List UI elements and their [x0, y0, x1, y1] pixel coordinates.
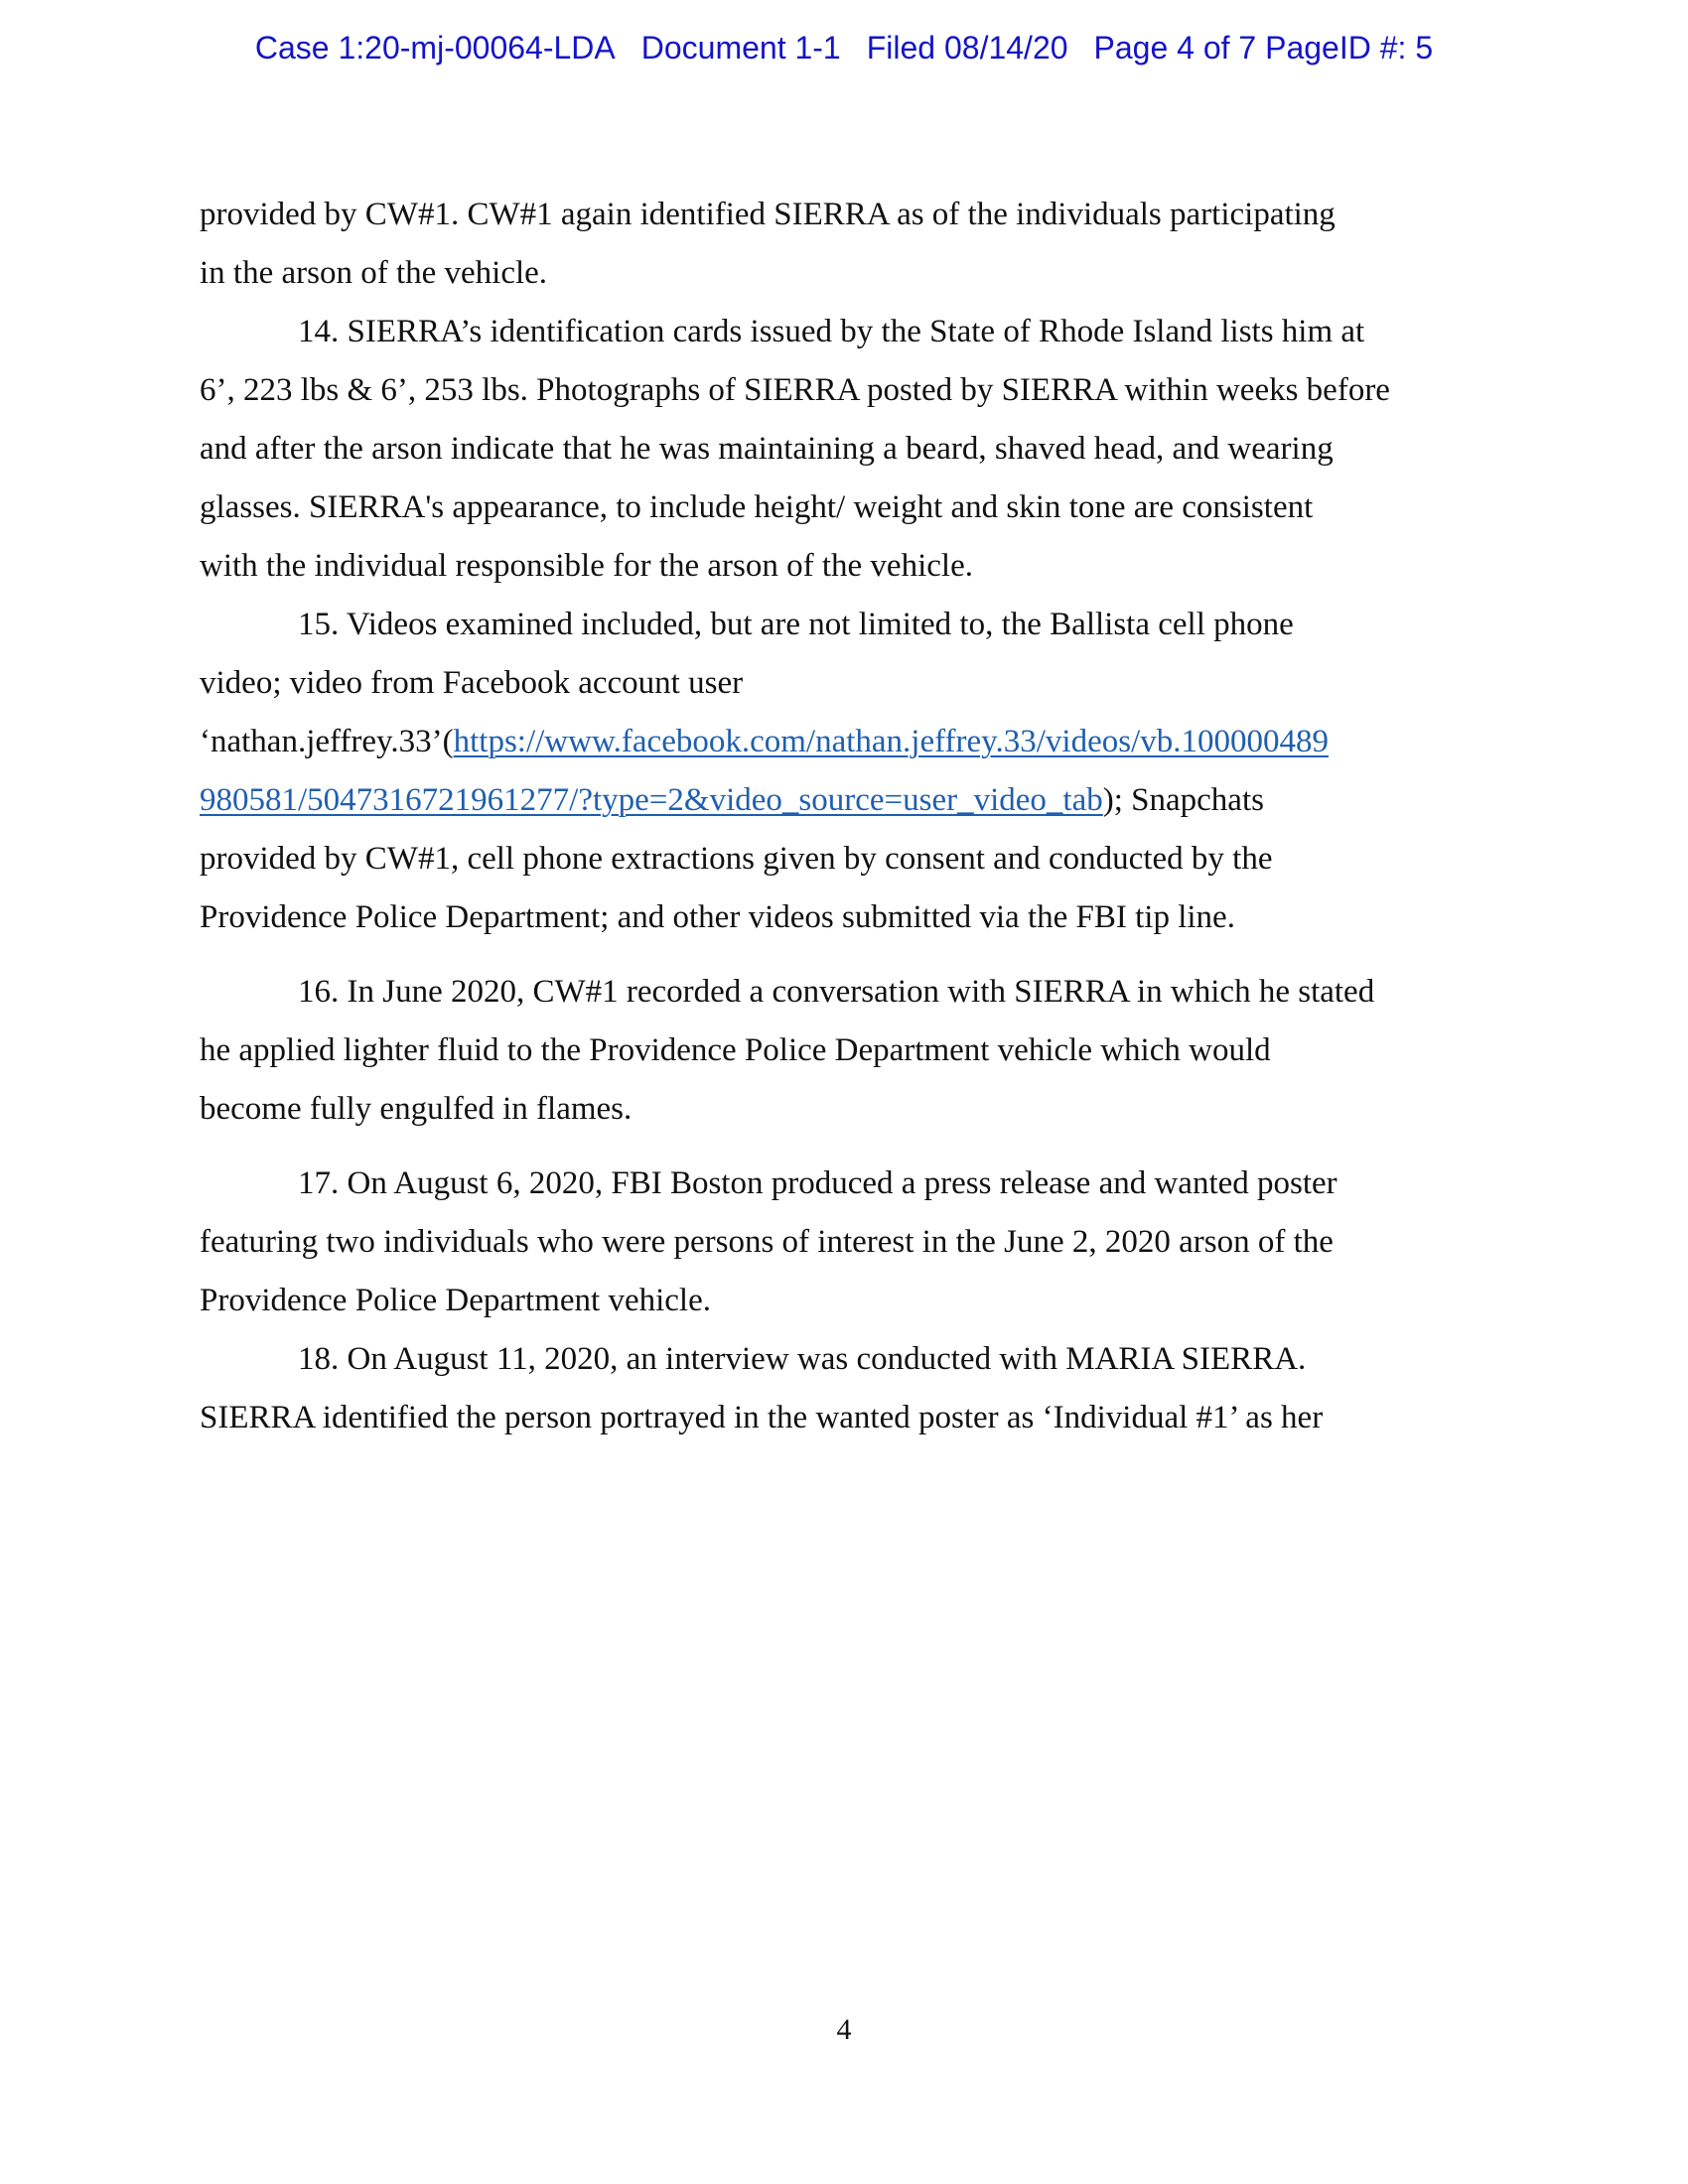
court-filing-header [0, 30, 1688, 67]
paragraph-17-line: Providence Police Department vehicle. [200, 1283, 711, 1318]
paragraph-17-line: featuring two individuals who were persons of interest in the June 2, 2020 arson of the [200, 1224, 1334, 1260]
page-info: Page 4 of 7 PageID #: 5 [1093, 30, 1434, 66]
paragraph-17-line: 17. On August 6, 2020, FBI Boston produced a press release and wanted poster [298, 1165, 1337, 1201]
body-text-fragment: ); Snapchats [1102, 782, 1264, 818]
paragraph-14-line: glasses. SIERRA's appearance, to include height/ weight and skin tone are consistent [200, 489, 1314, 525]
paragraph-16-line: become fully engulfed in flames. [200, 1091, 633, 1127]
case-number: Case 1:20-mj-00064-LDA [254, 30, 616, 66]
paragraph-15-line: provided by CW#1, cell phone extractions given by consent and conducted by the [200, 841, 1273, 877]
paragraph-14-line: 14. SIERRA’s identification cards issued by the State of Rhode Island lists him at [298, 314, 1365, 349]
paragraph-14-line: with the individual responsible for the arson of the vehicle. [200, 548, 973, 584]
paragraph-18-line: SIERRA identified the person portrayed in the wanted poster as ‘Individual #1’ as her [200, 1400, 1324, 1435]
paragraph-15-line [200, 722, 1329, 761]
paragraph-15-line [200, 780, 1264, 820]
document-number: Document 1-1 [640, 30, 841, 66]
paragraph-15-line: video; video from Facebook account user [200, 665, 744, 701]
paragraph-18-line: 18. On August 11, 2020, an interview was conducted with MARIA SIERRA. [298, 1341, 1307, 1377]
facebook-username: ‘nathan.jeffrey.33’( [200, 724, 454, 759]
filed-date: Filed 08/14/20 [866, 30, 1068, 66]
paragraph-15-line: Providence Police Department; and other videos submitted via the FBI tip line. [200, 899, 1235, 935]
facebook-video-link-continued[interactable]: 980581/5047316721961277/?type=2&video_source=user_video_tab [200, 782, 1103, 818]
page-number: 4 [836, 2013, 852, 2046]
paragraph-16-line: he applied lighter fluid to the Providence Police Department vehicle which would [200, 1032, 1271, 1068]
body-line: provided by CW#1. CW#1 again identified SIERRA as of the individuals participating [200, 197, 1336, 232]
paragraph-16-line: 16. In June 2020, CW#1 recorded a conversation with SIERRA in which he stated [298, 974, 1375, 1010]
paragraph-14-line: 6’, 223 lbs & 6’, 253 lbs. Photographs of SIERRA posted by SIERRA within weeks before [200, 372, 1390, 408]
facebook-video-link[interactable]: https://www.facebook.com/nathan.jeffrey.33/videos/vb.100000489 [453, 724, 1329, 759]
body-line: in the arson of the vehicle. [200, 255, 548, 291]
paragraph-15-line: 15. Videos examined included, but are not limited to, the Ballista cell phone [298, 607, 1294, 642]
paragraph-14-line: and after the arson indicate that he was maintaining a beard, shaved head, and wearing [200, 431, 1334, 467]
